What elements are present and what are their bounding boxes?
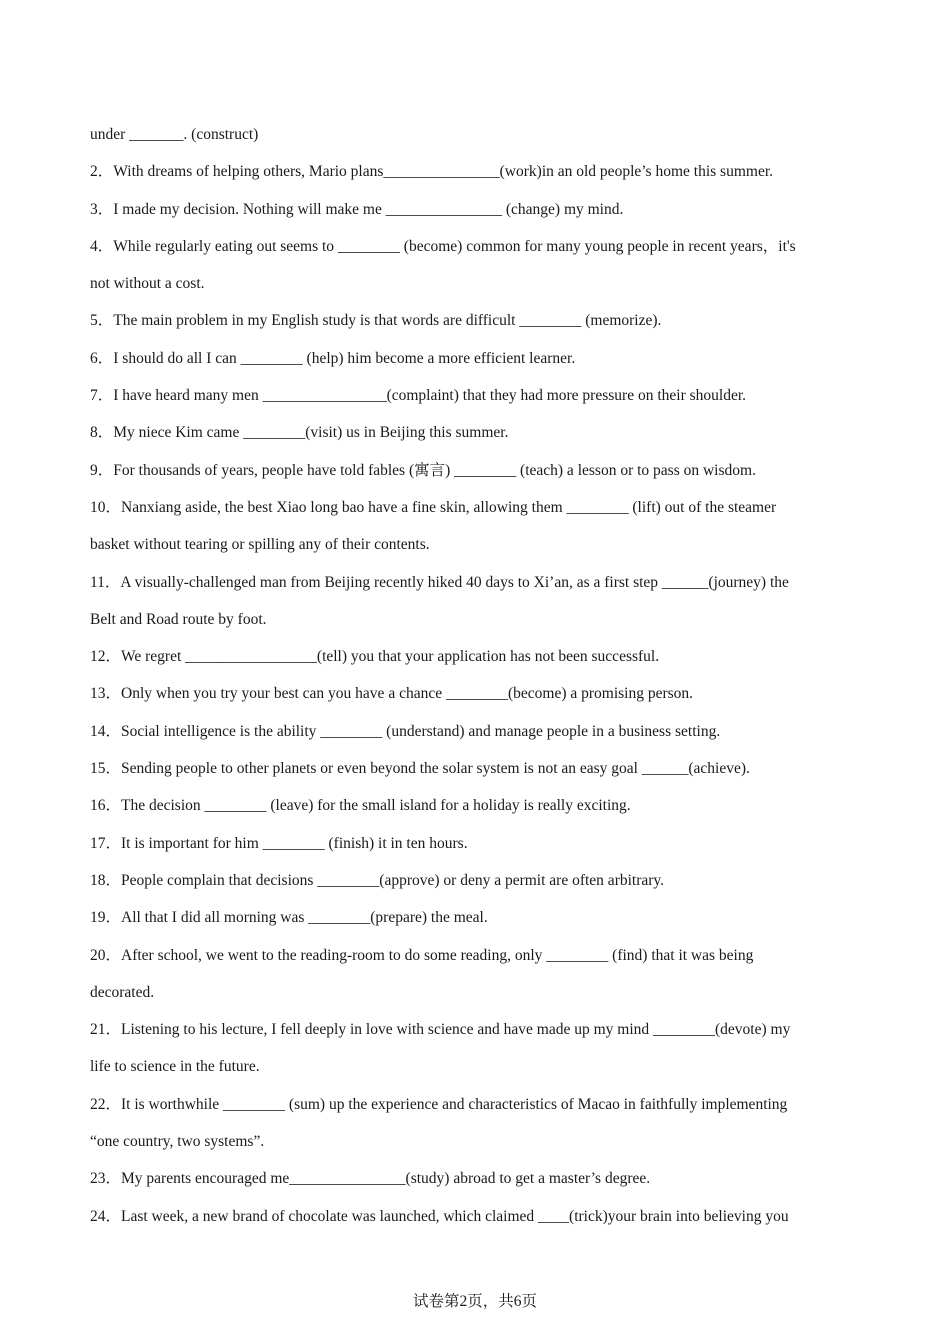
question-line: not without a cost. bbox=[90, 275, 205, 293]
question-line: 11．A visually-challenged man from Beijing recently hiked 40 days to Xi’an, as a first step ______(journey) the bbox=[90, 573, 789, 591]
question-line: 12．We regret _________________(tell) you that your application has not been successful. bbox=[90, 648, 660, 666]
question-line: 2．With dreams of helping others, Mario plans_______________(work)in an old people’s home this summer. bbox=[90, 163, 773, 181]
question-line: 10．Nanxiang aside, the best Xiao long bao have a fine skin, allowing them ________ (lift) out of the steamer bbox=[90, 498, 777, 516]
question-line: “one country, two systems”. bbox=[90, 1133, 265, 1151]
question-line: basket without tearing or spilling any of their contents. bbox=[90, 536, 430, 554]
question-line: 23．My parents encouraged me_______________(study) abroad to get a master’s degree. bbox=[90, 1170, 651, 1188]
question-line: 17．It is important for him ________ (finish) it in ten hours. bbox=[90, 834, 468, 852]
question-line: life to science in the future. bbox=[90, 1058, 260, 1076]
question-line: 22．It is worthwhile ________ (sum) up the experience and characteristics of Macao in faithfully implementing bbox=[90, 1095, 788, 1113]
question-line: 6．I should do all I can ________ (help) him become a more efficient learner. bbox=[90, 349, 576, 367]
question-line: 4．While regularly eating out seems to ________ (become) common for many young people in recent years，it's bbox=[90, 237, 796, 255]
question-line: 5．The main problem in my English study is that words are difficult ________ (memorize). bbox=[90, 312, 662, 330]
question-line: 7．I have heard many men ________________(complaint) that they had more pressure on their shoulder. bbox=[90, 387, 747, 405]
question-line: 14．Social intelligence is the ability ________ (understand) and manage people in a business setting. bbox=[90, 722, 721, 740]
page-footer: 试卷第2页，共6页 bbox=[412, 1293, 537, 1310]
question-line: 3．I made my decision. Nothing will make me _______________ (change) my mind. bbox=[90, 200, 624, 218]
question-line: 8．My niece Kim came ________(visit) us in Beijing this summer. bbox=[90, 424, 509, 442]
question-line: 16．The decision ________ (leave) for the small island for a holiday is really exciting. bbox=[90, 797, 631, 815]
question-line: Belt and Road route by foot. bbox=[90, 610, 267, 628]
question-list bbox=[90, 124, 865, 1243]
question-line: 9．For thousands of years, people have told fables (寓言) ________ (teach) a lesson or to pass on wisdom. bbox=[90, 461, 756, 479]
question-line: 13．Only when you try your best can you have a chance ________(become) a promising person. bbox=[90, 685, 694, 703]
question-line: 18．People complain that decisions ________(approve) or deny a permit are often arbitrary. bbox=[90, 871, 665, 889]
question-line: 20．After school, we went to the reading-room to do some reading, only ________ (find) that it was being bbox=[90, 946, 754, 964]
question-line: under _______. (construct) bbox=[90, 126, 259, 143]
question-line: 21．Listening to his lecture, I fell deeply in love with science and have made up my mind ________(devote) my bbox=[90, 1021, 791, 1039]
question-line: 24．Last week, a new brand of chocolate was launched, which claimed ____(trick)your brain into believing you bbox=[90, 1207, 789, 1225]
question-line: 19．All that I did all morning was ________(prepare) the meal. bbox=[90, 909, 488, 927]
question-line: 15．Sending people to other planets or even beyond the solar system is not an easy goal ______(achieve). bbox=[90, 760, 750, 778]
question-line: decorated. bbox=[90, 983, 155, 1001]
